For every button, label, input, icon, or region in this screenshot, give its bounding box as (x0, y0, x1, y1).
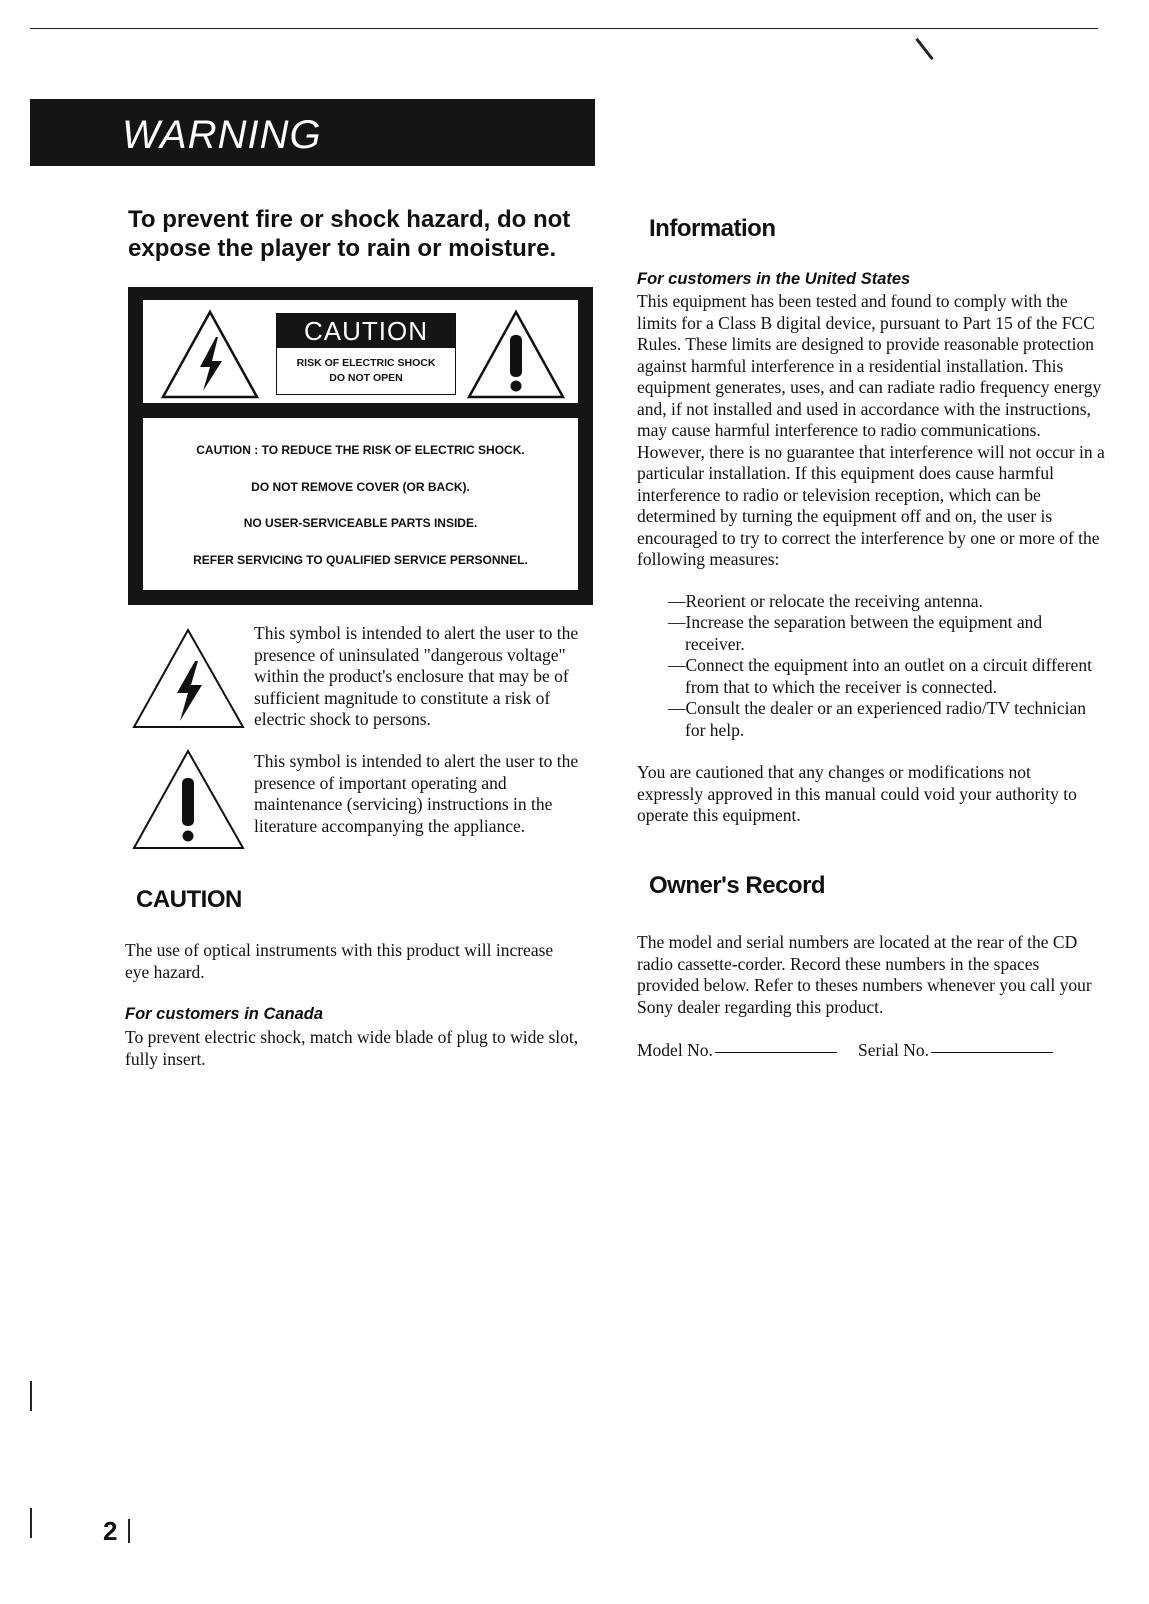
caution-line-4: REFER SERVICING TO QUALIFIED SERVICE PERSONNEL. (193, 553, 528, 567)
caution-badge (276, 313, 456, 395)
caution-badge-line2: DO NOT OPEN (329, 372, 403, 384)
exclamation-warning-icon (466, 309, 566, 401)
caution-line-1: CAUTION : TO REDUCE THE RISK OF ELECTRIC SHOCK. (196, 443, 525, 457)
measure-item: —Connect the equipment into an outlet on a circuit different from that to which the receiver is connected. (668, 655, 1092, 697)
lightning-warning-icon (160, 309, 260, 401)
caution-line-2: DO NOT REMOVE COVER (OR BACK). (251, 480, 470, 494)
measure-item: —Consult the dealer or an experienced radio/TV technician for help. (668, 698, 1087, 740)
model-number-blank (715, 1052, 837, 1053)
serial-number-blank (931, 1052, 1053, 1053)
us-customers-heading: For customers in the United States (637, 270, 911, 288)
lightning-symbol-icon (131, 627, 246, 731)
caution-badge-line1: RISK OF ELECTRIC SHOCK (296, 357, 436, 369)
canada-text: To prevent electric shock, match wide blade of plug to wide slot, fully insert. (125, 1027, 579, 1069)
canada-heading: For customers in Canada (125, 1005, 324, 1023)
margin-bar (30, 1508, 32, 1538)
measure-item: —Reorient or relocate the receiving antenna. (668, 591, 983, 611)
exclamation-symbol-icon (131, 748, 246, 852)
information-heading: Information (649, 215, 776, 242)
fcc-text: This equipment has been tested and found to comply with the limits for a Class B digital device, pursuant to Part 15 of the FCC Rules. These limits are designed to provide reasonable protection against harmful interference in a residential installation. This equipment generates, uses, and can radiate radio frequency energy and, if not installed and used in accordance with the instructions, may cause harmful interference to radio communications. However, there is no guarantee that interference will not occur in a particular installation. If this equipment does cause harmful interference to radio or television reception, which can be determined by turning the equipment off and on, the user is encouraged to try to correct the interference by one or more of the following measures: (637, 291, 1105, 569)
caution-line-3: NO USER-SERVICEABLE PARTS INSIDE. (243, 516, 478, 530)
caution-section-heading: CAUTION (136, 886, 242, 913)
caution-badge-title: CAUTION (277, 314, 455, 348)
top-rule (30, 28, 1098, 29)
page-number: 2 (103, 1516, 118, 1546)
exclamation-symbol-text: This symbol is intended to alert the user to the presence of important operating and maintenance (servicing) instructions in the literature accompanying the appliance. (254, 751, 579, 836)
measure-item: —Increase the separation between the equipment and receiver. (668, 612, 1043, 654)
owners-record-text: The model and serial numbers are located at the rear of the CD radio cassette-corder. Record these numbers in the spaces provided below. Refer to theses numbers whenever you call your Sony dealer regarding this product. (637, 932, 1092, 1017)
hazard-heading: To prevent fire or shock hazard, do not expose the player to rain or moisture. (128, 206, 571, 262)
corner-mark (915, 38, 933, 60)
caution-section-text: The use of optical instruments with this product will increase eye hazard. (125, 940, 554, 982)
model-number-field (637, 1040, 837, 1062)
model-number-label: Model No. (637, 1040, 713, 1060)
modifications-caution-text: You are cautioned that any changes or modifications not expressly approved in this manual could void your authority to operate this equipment. (637, 762, 1077, 825)
page-number-bar (128, 1519, 130, 1543)
owners-record-heading: Owner's Record (649, 872, 826, 899)
serial-number-field (858, 1040, 1053, 1062)
margin-bar (30, 1381, 32, 1411)
warning-banner (30, 99, 595, 166)
warning-title: WARNING (122, 113, 322, 157)
serial-number-label: Serial No. (858, 1040, 929, 1060)
lightning-symbol-text: This symbol is intended to alert the user to the presence of uninsulated "dangerous voltage" within the product's enclosure that may be of sufficient magnitude to constitute a risk of electric shock to persons. (254, 623, 579, 729)
